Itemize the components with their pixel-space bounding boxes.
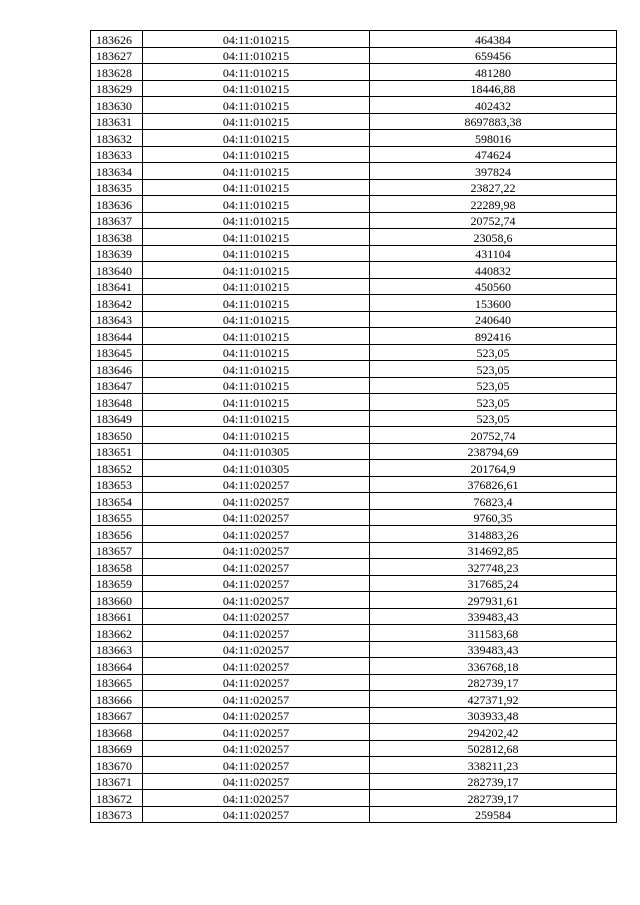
cadastral-code-cell: 04:11:010215 [143, 212, 370, 229]
row-id-cell: 183629 [91, 80, 143, 97]
table-row [91, 559, 617, 576]
table-row [91, 262, 617, 279]
cadastral-code-cell: 04:11:010215 [143, 328, 370, 345]
row-id-cell: 183670 [91, 757, 143, 774]
table-row [91, 443, 617, 460]
cadastral-code-cell: 04:11:010215 [143, 245, 370, 262]
value-cell: 201764,9 [370, 460, 617, 477]
row-id-cell: 183638 [91, 229, 143, 246]
table-row [91, 509, 617, 526]
row-id-cell: 183656 [91, 526, 143, 543]
value-cell: 297931,61 [370, 592, 617, 609]
row-id-cell: 183631 [91, 113, 143, 130]
row-id-cell: 183650 [91, 427, 143, 444]
table-row [91, 592, 617, 609]
row-id-cell: 183630 [91, 97, 143, 114]
table-row [91, 575, 617, 592]
value-cell: 22289,98 [370, 196, 617, 213]
cadastral-code-cell: 04:11:020257 [143, 509, 370, 526]
cadastral-code-cell: 04:11:020257 [143, 575, 370, 592]
row-id-cell: 183665 [91, 674, 143, 691]
row-id-cell: 183663 [91, 641, 143, 658]
table-row [91, 641, 617, 658]
table-row [91, 526, 617, 543]
row-id-cell: 183626 [91, 31, 143, 48]
value-cell: 282739,17 [370, 674, 617, 691]
cadastral-code-cell: 04:11:020257 [143, 806, 370, 823]
table-row [91, 410, 617, 427]
cadastral-code-cell: 04:11:010215 [143, 80, 370, 97]
row-id-cell: 183633 [91, 146, 143, 163]
cadastral-code-cell: 04:11:010215 [143, 229, 370, 246]
value-cell: 317685,24 [370, 575, 617, 592]
cadastral-code-cell: 04:11:020257 [143, 740, 370, 757]
value-cell: 431104 [370, 245, 617, 262]
value-cell: 240640 [370, 311, 617, 328]
row-id-cell: 183672 [91, 790, 143, 807]
row-id-cell: 183641 [91, 278, 143, 295]
row-id-cell: 183659 [91, 575, 143, 592]
table-row [91, 196, 617, 213]
cadastral-code-cell: 04:11:020257 [143, 757, 370, 774]
row-id-cell: 183664 [91, 658, 143, 675]
value-cell: 20752,74 [370, 212, 617, 229]
row-id-cell: 183647 [91, 377, 143, 394]
value-cell: 294202,42 [370, 724, 617, 741]
table-row [91, 427, 617, 444]
table-row [91, 328, 617, 345]
table-row [91, 212, 617, 229]
value-cell: 314883,26 [370, 526, 617, 543]
row-id-cell: 183635 [91, 179, 143, 196]
row-id-cell: 183668 [91, 724, 143, 741]
cadastral-code-cell: 04:11:010215 [143, 278, 370, 295]
value-cell: 339483,43 [370, 608, 617, 625]
value-cell: 523,05 [370, 410, 617, 427]
row-id-cell: 183654 [91, 493, 143, 510]
cadastral-code-cell: 04:11:010215 [143, 361, 370, 378]
value-cell: 397824 [370, 163, 617, 180]
row-id-cell: 183652 [91, 460, 143, 477]
cadastral-code-cell: 04:11:020257 [143, 707, 370, 724]
cadastral-code-cell: 04:11:020257 [143, 658, 370, 675]
row-id-cell: 183636 [91, 196, 143, 213]
cadastral-code-cell: 04:11:010215 [143, 394, 370, 411]
table-row [91, 245, 617, 262]
row-id-cell: 183627 [91, 47, 143, 64]
table-row [91, 625, 617, 642]
row-id-cell: 183649 [91, 410, 143, 427]
value-cell: 523,05 [370, 361, 617, 378]
value-cell: 502812,68 [370, 740, 617, 757]
cadastral-code-cell: 04:11:020257 [143, 724, 370, 741]
table-row [91, 47, 617, 64]
row-id-cell: 183667 [91, 707, 143, 724]
value-cell: 23058,6 [370, 229, 617, 246]
value-cell: 892416 [370, 328, 617, 345]
row-id-cell: 183628 [91, 64, 143, 81]
cadastral-code-cell: 04:11:020257 [143, 559, 370, 576]
row-id-cell: 183666 [91, 691, 143, 708]
table-row [91, 757, 617, 774]
row-id-cell: 183644 [91, 328, 143, 345]
row-id-cell: 183646 [91, 361, 143, 378]
cadastral-code-cell: 04:11:020257 [143, 674, 370, 691]
cadastral-code-cell: 04:11:010215 [143, 113, 370, 130]
row-id-cell: 183634 [91, 163, 143, 180]
table-row [91, 97, 617, 114]
data-table [90, 30, 617, 823]
table-row [91, 773, 617, 790]
value-cell: 282739,17 [370, 773, 617, 790]
cadastral-code-cell: 04:11:010215 [143, 97, 370, 114]
value-cell: 259584 [370, 806, 617, 823]
table-row [91, 658, 617, 675]
row-id-cell: 183669 [91, 740, 143, 757]
row-id-cell: 183643 [91, 311, 143, 328]
row-id-cell: 183640 [91, 262, 143, 279]
table-row [91, 278, 617, 295]
row-id-cell: 183662 [91, 625, 143, 642]
value-cell: 76823,4 [370, 493, 617, 510]
table-row [91, 31, 617, 48]
value-cell: 481280 [370, 64, 617, 81]
value-cell: 427371,92 [370, 691, 617, 708]
cadastral-code-cell: 04:11:020257 [143, 608, 370, 625]
value-cell: 20752,74 [370, 427, 617, 444]
cadastral-code-cell: 04:11:010215 [143, 179, 370, 196]
value-cell: 18446,88 [370, 80, 617, 97]
value-cell: 523,05 [370, 344, 617, 361]
cadastral-code-cell: 04:11:010215 [143, 163, 370, 180]
value-cell: 303933,48 [370, 707, 617, 724]
table-row [91, 674, 617, 691]
row-id-cell: 183658 [91, 559, 143, 576]
table-row [91, 608, 617, 625]
table-body [91, 31, 617, 823]
table-row [91, 740, 617, 757]
table-row [91, 361, 617, 378]
table-row [91, 493, 617, 510]
value-cell: 282739,17 [370, 790, 617, 807]
cadastral-code-cell: 04:11:020257 [143, 542, 370, 559]
cadastral-code-cell: 04:11:020257 [143, 476, 370, 493]
cadastral-code-cell: 04:11:010215 [143, 295, 370, 312]
table-row [91, 146, 617, 163]
cadastral-code-cell: 04:11:020257 [143, 641, 370, 658]
value-cell: 8697883,38 [370, 113, 617, 130]
table-row [91, 707, 617, 724]
value-cell: 450560 [370, 278, 617, 295]
table-row [91, 229, 617, 246]
table-row [91, 691, 617, 708]
row-id-cell: 183642 [91, 295, 143, 312]
cadastral-code-cell: 04:11:020257 [143, 773, 370, 790]
table-row [91, 377, 617, 394]
value-cell: 338211,23 [370, 757, 617, 774]
value-cell: 376826,61 [370, 476, 617, 493]
row-id-cell: 183651 [91, 443, 143, 460]
cadastral-code-cell: 04:11:020257 [143, 691, 370, 708]
cadastral-code-cell: 04:11:010215 [143, 146, 370, 163]
table-row [91, 163, 617, 180]
cadastral-code-cell: 04:11:020257 [143, 493, 370, 510]
row-id-cell: 183660 [91, 592, 143, 609]
table-row [91, 179, 617, 196]
row-id-cell: 183648 [91, 394, 143, 411]
cadastral-code-cell: 04:11:020257 [143, 526, 370, 543]
value-cell: 23827,22 [370, 179, 617, 196]
table-row [91, 790, 617, 807]
table-row [91, 64, 617, 81]
table-row [91, 806, 617, 823]
value-cell: 523,05 [370, 377, 617, 394]
row-id-cell: 183639 [91, 245, 143, 262]
value-cell: 238794,69 [370, 443, 617, 460]
table-row [91, 311, 617, 328]
cadastral-code-cell: 04:11:020257 [143, 790, 370, 807]
value-cell: 9760,35 [370, 509, 617, 526]
value-cell: 523,05 [370, 394, 617, 411]
value-cell: 153600 [370, 295, 617, 312]
cadastral-code-cell: 04:11:010215 [143, 47, 370, 64]
row-id-cell: 183671 [91, 773, 143, 790]
table-row [91, 295, 617, 312]
row-id-cell: 183645 [91, 344, 143, 361]
row-id-cell: 183673 [91, 806, 143, 823]
value-cell: 336768,18 [370, 658, 617, 675]
cadastral-code-cell: 04:11:020257 [143, 625, 370, 642]
row-id-cell: 183661 [91, 608, 143, 625]
row-id-cell: 183657 [91, 542, 143, 559]
cadastral-code-cell: 04:11:020257 [143, 592, 370, 609]
cadastral-code-cell: 04:11:010305 [143, 460, 370, 477]
value-cell: 314692,85 [370, 542, 617, 559]
cadastral-code-cell: 04:11:010215 [143, 262, 370, 279]
cadastral-code-cell: 04:11:010215 [143, 31, 370, 48]
cadastral-code-cell: 04:11:010305 [143, 443, 370, 460]
cadastral-code-cell: 04:11:010215 [143, 196, 370, 213]
value-cell: 474624 [370, 146, 617, 163]
cadastral-code-cell: 04:11:010215 [143, 130, 370, 147]
value-cell: 440832 [370, 262, 617, 279]
table-row [91, 113, 617, 130]
row-id-cell: 183655 [91, 509, 143, 526]
value-cell: 327748,23 [370, 559, 617, 576]
table-row [91, 724, 617, 741]
value-cell: 339483,43 [370, 641, 617, 658]
cadastral-code-cell: 04:11:010215 [143, 64, 370, 81]
cadastral-code-cell: 04:11:010215 [143, 427, 370, 444]
cadastral-code-cell: 04:11:010215 [143, 377, 370, 394]
value-cell: 464384 [370, 31, 617, 48]
row-id-cell: 183653 [91, 476, 143, 493]
table-row [91, 130, 617, 147]
table-row [91, 476, 617, 493]
table-row [91, 344, 617, 361]
value-cell: 311583,68 [370, 625, 617, 642]
value-cell: 598016 [370, 130, 617, 147]
row-id-cell: 183637 [91, 212, 143, 229]
cadastral-code-cell: 04:11:010215 [143, 311, 370, 328]
table-row [91, 80, 617, 97]
row-id-cell: 183632 [91, 130, 143, 147]
table-row [91, 542, 617, 559]
table-row [91, 460, 617, 477]
cadastral-code-cell: 04:11:010215 [143, 344, 370, 361]
cadastral-code-cell: 04:11:010215 [143, 410, 370, 427]
table-row [91, 394, 617, 411]
value-cell: 402432 [370, 97, 617, 114]
value-cell: 659456 [370, 47, 617, 64]
